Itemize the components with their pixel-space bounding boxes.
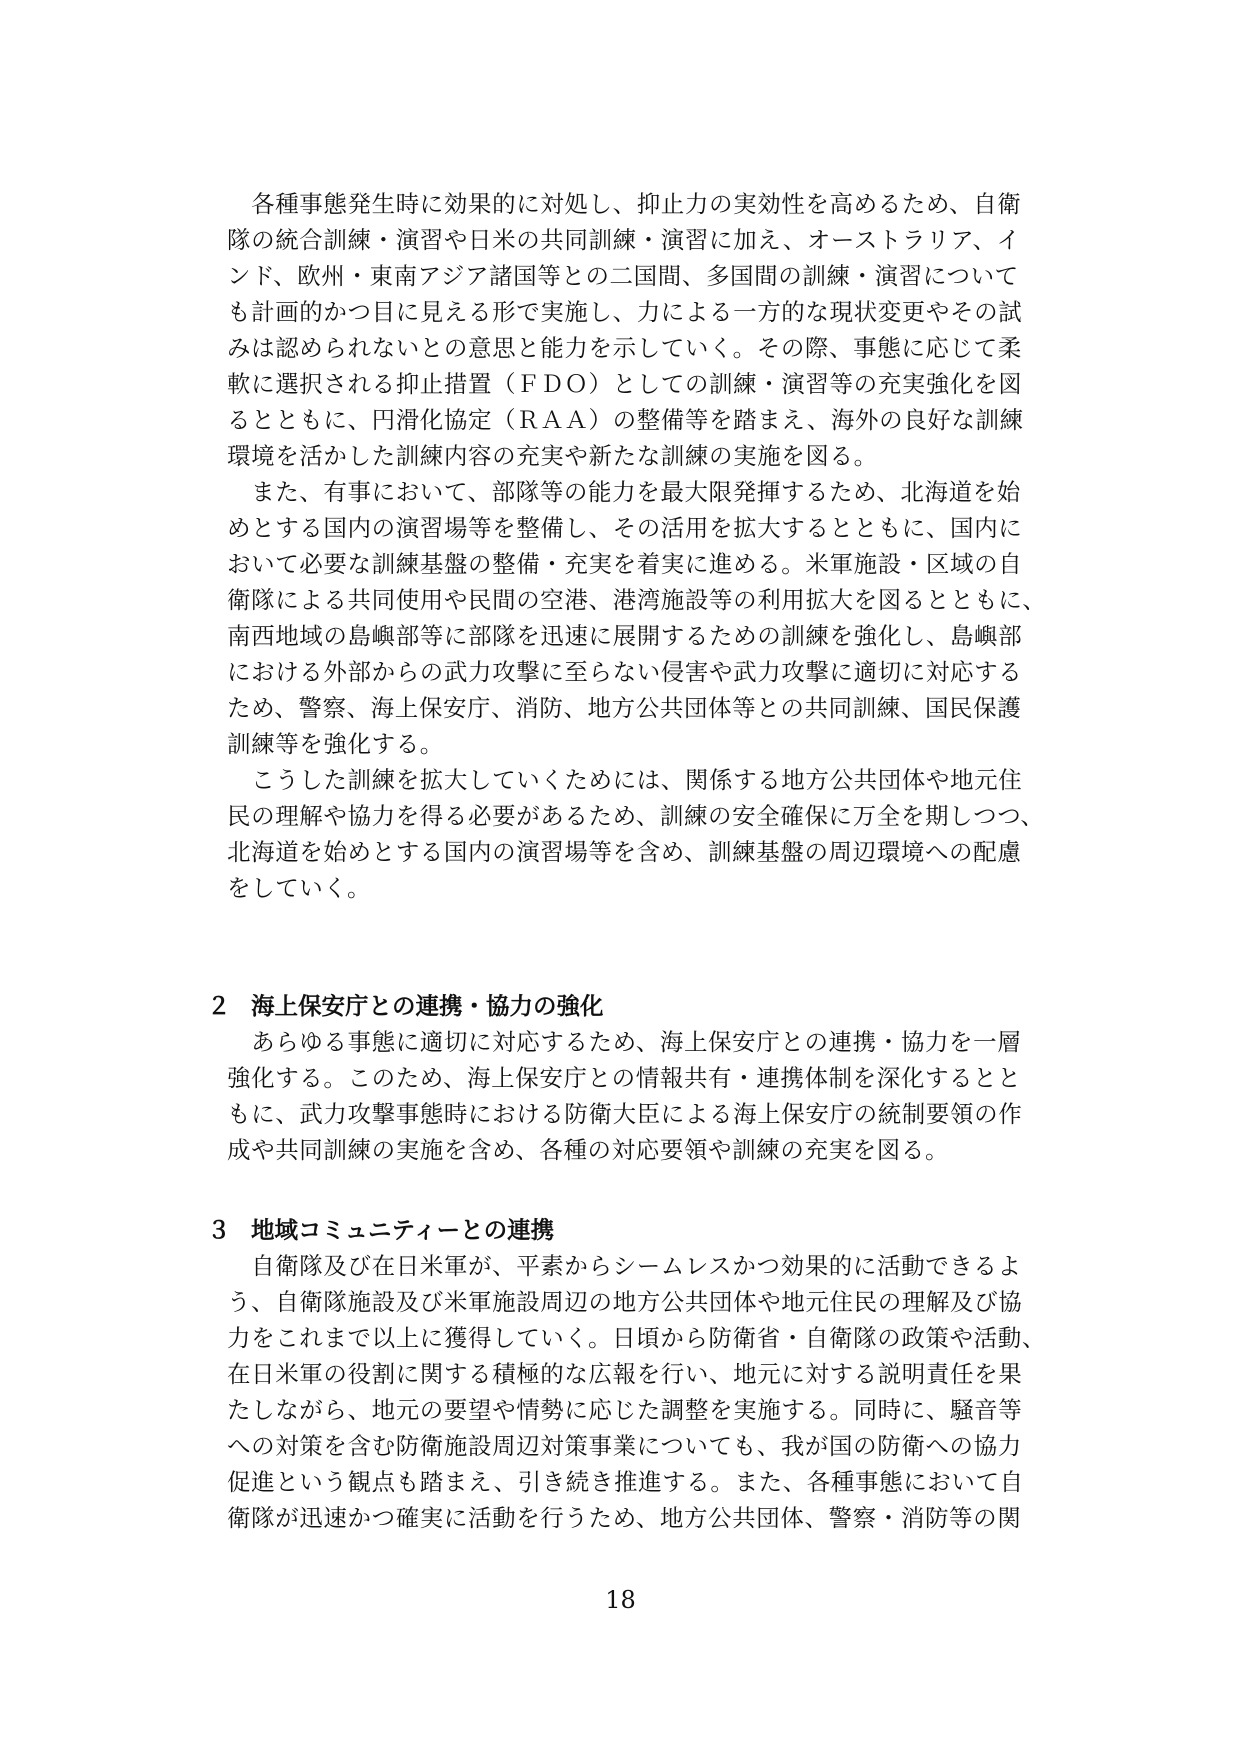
paragraph-line: をしていく。 (227, 874, 372, 902)
paragraph-line: 環境を活かした訓練内容の充実や新たな訓練の実施を図る。 (227, 442, 878, 470)
paragraph-line: おいて必要な訓練基盤の整備・充実を着実に進める。米軍施設・区域の自 (227, 550, 1023, 578)
section-heading (207, 986, 604, 1026)
paragraph-line: 訓練等を強化する。 (227, 730, 444, 758)
page-number: 18 (605, 1586, 636, 1614)
paragraph-line: における外部からの武力攻撃に至らない侵害や武力攻撃に適切に対応する (227, 658, 1023, 686)
paragraph-line: ンド、欧州・東南アジア諸国等との二国間、多国間の訓練・演習について (227, 262, 1019, 290)
section-heading (207, 1210, 554, 1250)
paragraph-line: あらゆる事態に適切に対応するため、海上保安庁との連携・協力を一層 (227, 1028, 1022, 1056)
paragraph-line: 北海道を始めとする国内の演習場等を含め、訓練基盤の周辺環境への配慮 (227, 838, 1022, 866)
paragraph-line: 在日米軍の役割に関する積極的な広報を行い、地元に対する説明責任を果 (227, 1360, 1023, 1388)
paragraph-line: るとともに、円滑化協定（ＲＡＡ）の整備等を踏まえ、海外の良好な訓練 (227, 406, 1024, 434)
paragraph-line: 衛隊が迅速かつ確実に活動を行うため、地方公共団体、警察・消防等の関 (227, 1504, 1022, 1532)
paragraph-line: 成や共同訓練の実施を含め、各種の対応要領や訓練の充実を図る。 (227, 1136, 950, 1164)
paragraph-line: また、有事において、部隊等の能力を最大限発揮するため、北海道を始 (227, 478, 1021, 506)
paragraph-line: 南西地域の島嶼部等に部隊を迅速に展開するための訓練を強化し、島嶼部 (227, 622, 1023, 650)
section-title: 海上保安庁との連携・協力の強化 (251, 992, 604, 1020)
paragraph-line: 民の理解や協力を得る必要があるため、訓練の安全確保に万全を期しつつ、 (227, 802, 1045, 830)
paragraph-line: も計画的かつ目に見える形で実施し、力による一方的な現状変更やその試 (227, 298, 1023, 326)
paragraph-line: ため、警察、海上保安庁、消防、地方公共団体等との共同訓練、国民保護 (227, 694, 1022, 722)
paragraph-line: こうした訓練を拡大していくためには、関係する地方公共団体や地元住 (227, 766, 1023, 794)
paragraph-line: たしながら、地元の要望や情勢に応じた調整を実施する。同時に、騒音等 (227, 1396, 1023, 1424)
paragraph-line: への対策を含む防衛施設周辺対策事業についても、我が国の防衛への協力 (227, 1432, 1022, 1460)
paragraph-line: 軟に選択される抑止措置（ＦＤＯ）としての訓練・演習等の充実強化を図 (227, 370, 1023, 398)
section-number: ２ (207, 992, 231, 1020)
paragraph-line: 促進という観点も踏まえ、引き続き推進する。また、各種事態において自 (227, 1468, 1024, 1496)
paragraph-line: 隊の統合訓練・演習や日米の共同訓練・演習に加え、オーストラリア、イ (227, 226, 1021, 254)
section-number: ３ (207, 1216, 231, 1244)
paragraph-line: みは認められないとの意思と能力を示していく。その際、事態に応じて柔 (227, 334, 1022, 362)
paragraph-line: 自衛隊及び在日米軍が、平素からシームレスかつ効果的に活動できるよ (227, 1252, 1022, 1280)
paragraph-line: 強化する。このため、海上保安庁との情報共有・連携体制を深化するとと (227, 1064, 1022, 1092)
paragraph-line: もに、武力攻撃事態時における防衛大臣による海上保安庁の統制要領の作 (227, 1100, 1023, 1128)
paragraph-line: めとする国内の演習場等を整備し、その活用を拡大するとともに、国内に (227, 514, 1023, 542)
paragraph-line: 衛隊による共同使用や民間の空港、港湾施設等の利用拡大を図るとともに、 (227, 586, 1047, 614)
paragraph-line: 力をこれまで以上に獲得していく。日頃から防衛省・自衛隊の政策や活動、 (227, 1324, 1046, 1352)
paragraph-line: う、自衛隊施設及び米軍施設周辺の地方公共団体や地元住民の理解及び協 (227, 1288, 1023, 1316)
paragraph-line: 各種事態発生時に効果的に対処し、抑止力の実効性を高めるため、自衛 (227, 190, 1022, 218)
section-title: 地域コミュニティーとの連携 (251, 1216, 555, 1244)
